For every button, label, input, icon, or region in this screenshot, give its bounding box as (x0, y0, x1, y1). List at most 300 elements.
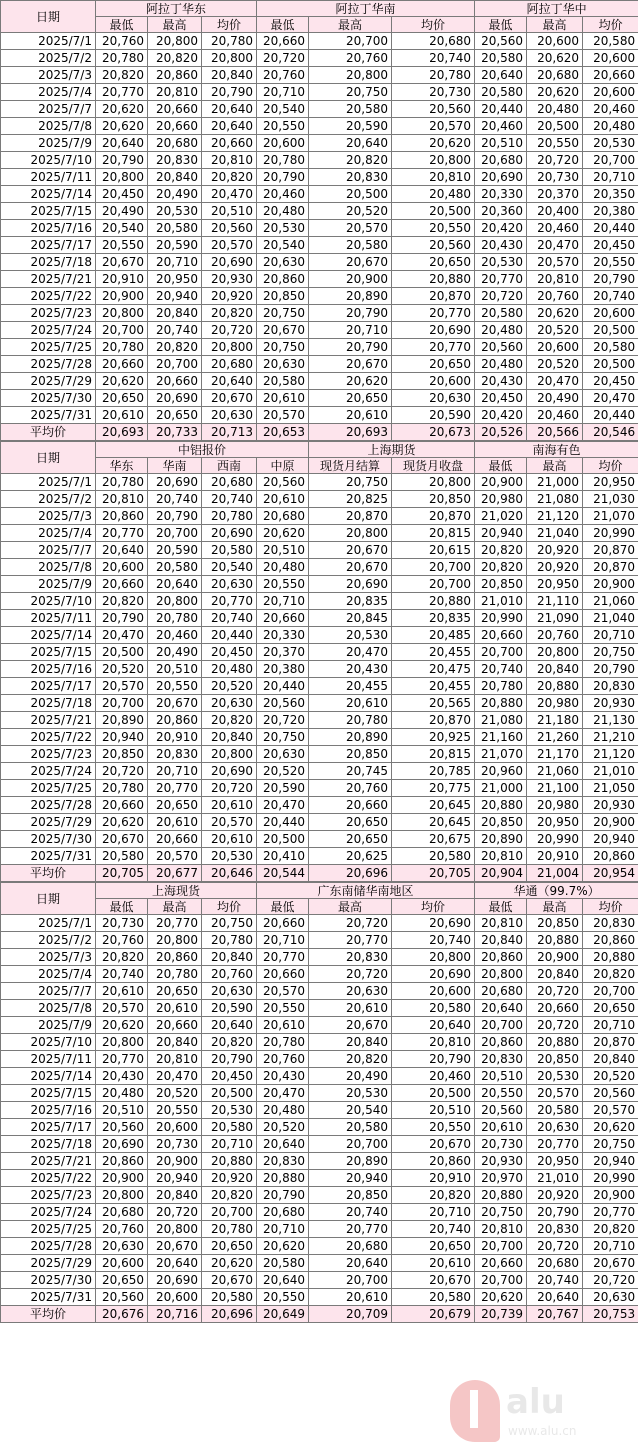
price-cell: 20,450 (475, 390, 527, 407)
price-cell: 20,870 (392, 508, 475, 525)
price-cell: 21,180 (527, 712, 583, 729)
average-label: 平均价 (1, 865, 96, 882)
price-cell: 20,650 (309, 390, 392, 407)
price-cell: 20,670 (257, 322, 309, 339)
price-cell: 20,900 (583, 814, 638, 831)
price-cell: 20,690 (148, 1272, 202, 1289)
price-cell: 20,480 (527, 101, 583, 118)
price-cell: 20,790 (202, 84, 257, 101)
price-cell: 20,640 (309, 135, 392, 152)
price-cell: 20,640 (96, 542, 148, 559)
price-cell: 20,490 (527, 390, 583, 407)
price-cell: 20,590 (148, 542, 202, 559)
price-cell: 20,500 (96, 644, 148, 661)
price-cell: 20,900 (475, 474, 527, 491)
date-column-header: 日期 (1, 883, 96, 915)
price-cell: 20,930 (202, 271, 257, 288)
price-cell: 20,850 (309, 746, 392, 763)
price-cell: 20,770 (475, 271, 527, 288)
price-cell: 20,645 (392, 814, 475, 831)
price-cell: 20,450 (202, 644, 257, 661)
price-cell: 20,580 (202, 542, 257, 559)
price-cell: 20,940 (148, 1170, 202, 1187)
table-row (1, 593, 638, 610)
price-cell: 20,660 (257, 33, 309, 50)
price-cell: 20,590 (202, 1000, 257, 1017)
price-cell: 20,770 (309, 932, 392, 949)
price-cell: 20,710 (583, 627, 638, 644)
price-cell: 20,830 (309, 949, 392, 966)
average-price-cell: 20,696 (202, 1306, 257, 1323)
average-price-cell: 20,646 (202, 865, 257, 882)
table-row (1, 780, 638, 797)
price-cell: 20,510 (257, 542, 309, 559)
price-cell: 20,700 (583, 152, 638, 169)
price-cell: 20,800 (96, 305, 148, 322)
price-cell: 20,940 (96, 729, 148, 746)
date-cell: 2025/7/8 (1, 1000, 96, 1017)
price-cell: 20,835 (309, 593, 392, 610)
price-cell: 20,470 (257, 797, 309, 814)
price-cell: 20,570 (96, 678, 148, 695)
price-cell: 20,520 (257, 763, 309, 780)
price-cell: 20,620 (392, 135, 475, 152)
price-cell: 20,550 (148, 1102, 202, 1119)
price-cell: 20,810 (527, 271, 583, 288)
price-cell: 20,480 (257, 1102, 309, 1119)
price-cell: 20,600 (527, 339, 583, 356)
price-cell: 20,580 (583, 33, 638, 50)
price-cell: 20,850 (96, 746, 148, 763)
price-cell: 20,580 (309, 101, 392, 118)
date-cell: 2025/7/16 (1, 661, 96, 678)
price-cell: 20,710 (257, 84, 309, 101)
price-cell: 20,750 (257, 339, 309, 356)
price-cell: 20,560 (475, 1102, 527, 1119)
price-cell: 20,550 (583, 254, 638, 271)
price-cell: 20,600 (96, 559, 148, 576)
price-cell: 20,580 (202, 1119, 257, 1136)
price-cell: 20,690 (96, 1136, 148, 1153)
price-cell: 20,550 (392, 220, 475, 237)
price-cell: 20,680 (527, 1255, 583, 1272)
price-cell: 20,820 (96, 593, 148, 610)
price-cell: 20,810 (392, 1034, 475, 1051)
price-cell: 20,990 (583, 525, 638, 542)
price-cell: 21,130 (583, 712, 638, 729)
price-cell: 20,750 (309, 84, 392, 101)
date-cell: 2025/7/11 (1, 1051, 96, 1068)
price-cell: 20,630 (202, 983, 257, 1000)
table-row (1, 627, 638, 644)
price-cell: 20,560 (202, 220, 257, 237)
price-cell: 20,670 (309, 559, 392, 576)
price-cell: 20,770 (96, 525, 148, 542)
price-cell: 20,980 (475, 491, 527, 508)
table-row (1, 84, 638, 101)
price-cell: 20,475 (392, 661, 475, 678)
price-cell: 20,810 (148, 84, 202, 101)
price-cell: 20,990 (527, 831, 583, 848)
table-row (1, 915, 638, 932)
price-cell: 20,880 (527, 932, 583, 949)
price-cell: 21,010 (583, 763, 638, 780)
price-cell: 20,770 (96, 1051, 148, 1068)
price-cell: 20,720 (527, 1017, 583, 1034)
price-cell: 20,490 (148, 186, 202, 203)
price-cell: 20,925 (392, 729, 475, 746)
price-cell: 20,720 (257, 712, 309, 729)
price-cell: 20,430 (309, 661, 392, 678)
price-cell: 20,520 (202, 678, 257, 695)
price-cell: 21,000 (475, 780, 527, 797)
table-row (1, 322, 638, 339)
price-cell: 20,840 (148, 305, 202, 322)
price-cell: 20,630 (202, 576, 257, 593)
price-cell: 20,450 (583, 373, 638, 390)
price-cell: 20,580 (392, 1000, 475, 1017)
price-cell: 20,810 (475, 1221, 527, 1238)
price-cell: 20,530 (202, 848, 257, 865)
price-cell: 20,950 (527, 814, 583, 831)
price-cell: 20,620 (96, 118, 148, 135)
price-cell: 20,680 (148, 135, 202, 152)
price-cell: 20,760 (309, 50, 392, 67)
price-cell: 20,630 (202, 695, 257, 712)
price-cell: 20,760 (96, 932, 148, 949)
price-cell: 20,700 (475, 1272, 527, 1289)
price-cell: 20,610 (96, 407, 148, 424)
price-cell: 20,455 (392, 644, 475, 661)
price-cell: 20,780 (202, 508, 257, 525)
price-cell: 20,510 (475, 135, 527, 152)
price-cell: 20,730 (527, 169, 583, 186)
price-cell: 20,880 (527, 1034, 583, 1051)
average-price-cell: 20,716 (148, 1306, 202, 1323)
price-cell: 20,750 (475, 1204, 527, 1221)
group-header-row (1, 1, 638, 17)
price-cell: 20,850 (527, 1051, 583, 1068)
price-cell: 20,370 (527, 186, 583, 203)
price-cell: 20,800 (96, 1034, 148, 1051)
price-cell: 20,490 (309, 1068, 392, 1085)
price-cell: 20,480 (257, 203, 309, 220)
price-cell: 20,440 (257, 678, 309, 695)
price-cell: 20,590 (392, 407, 475, 424)
date-cell: 2025/7/25 (1, 339, 96, 356)
average-price-cell: 20,733 (148, 424, 202, 441)
price-cell: 20,510 (96, 1102, 148, 1119)
date-cell: 2025/7/24 (1, 763, 96, 780)
price-cell: 20,540 (257, 237, 309, 254)
average-price-cell: 21,004 (527, 865, 583, 882)
price-cell: 20,670 (309, 254, 392, 271)
price-cell: 20,455 (309, 678, 392, 695)
table-row (1, 525, 638, 542)
price-cell: 20,860 (257, 271, 309, 288)
price-cell: 20,590 (148, 237, 202, 254)
table-row (1, 186, 638, 203)
price-cell: 20,890 (309, 729, 392, 746)
price-cell: 20,670 (583, 1255, 638, 1272)
price-cell: 20,780 (392, 67, 475, 84)
price-cell: 20,530 (309, 1085, 392, 1102)
date-cell: 2025/7/7 (1, 101, 96, 118)
column-header: 最低 (475, 899, 527, 915)
price-cell: 20,800 (148, 932, 202, 949)
table-row (1, 1272, 638, 1289)
price-cell: 20,720 (202, 780, 257, 797)
column-header: 最高 (527, 458, 583, 474)
price-cell: 20,560 (392, 237, 475, 254)
price-cell: 20,830 (527, 1221, 583, 1238)
price-cell: 20,520 (148, 1085, 202, 1102)
price-cell: 20,600 (148, 1119, 202, 1136)
price-cell: 20,690 (392, 915, 475, 932)
date-cell: 2025/7/23 (1, 746, 96, 763)
price-cell: 20,580 (392, 848, 475, 865)
price-cell: 20,740 (96, 966, 148, 983)
price-cell: 20,520 (527, 356, 583, 373)
subheader-row (1, 458, 638, 474)
group-header: 中铝报价 (96, 442, 309, 458)
date-cell: 2025/7/29 (1, 814, 96, 831)
price-cell: 20,700 (583, 983, 638, 1000)
price-cell: 20,790 (309, 305, 392, 322)
average-row (1, 424, 638, 441)
price-cell: 20,930 (583, 695, 638, 712)
price-cell: 20,630 (583, 1289, 638, 1306)
average-price-cell: 20,546 (583, 424, 638, 441)
watermark-brand: alu (506, 1382, 565, 1422)
price-cell: 20,400 (527, 203, 583, 220)
column-header: 最低 (475, 17, 527, 33)
price-cell: 20,750 (583, 644, 638, 661)
price-cell: 20,560 (96, 1289, 148, 1306)
price-cell: 20,480 (475, 322, 527, 339)
price-cell: 20,680 (527, 67, 583, 84)
price-cell: 20,660 (475, 1255, 527, 1272)
price-cell: 21,100 (527, 780, 583, 797)
price-cell: 20,820 (475, 542, 527, 559)
price-cell: 20,830 (148, 746, 202, 763)
price-cell: 21,120 (527, 508, 583, 525)
price-cell: 20,690 (202, 254, 257, 271)
price-cell: 20,350 (583, 186, 638, 203)
price-cell: 20,530 (309, 627, 392, 644)
price-cell: 20,680 (202, 356, 257, 373)
price-cell: 20,850 (309, 1187, 392, 1204)
table-row (1, 50, 638, 67)
date-cell: 2025/7/18 (1, 1136, 96, 1153)
price-cell: 20,700 (148, 356, 202, 373)
price-cell: 20,640 (527, 1289, 583, 1306)
price-cell: 20,660 (257, 915, 309, 932)
price-cell: 20,745 (309, 763, 392, 780)
price-cell: 20,860 (148, 949, 202, 966)
price-cell: 20,580 (309, 1119, 392, 1136)
price-cell: 20,470 (583, 390, 638, 407)
date-cell: 2025/7/31 (1, 848, 96, 865)
date-cell: 2025/7/2 (1, 50, 96, 67)
date-cell: 2025/7/29 (1, 1255, 96, 1272)
price-cell: 20,690 (148, 390, 202, 407)
price-cell: 20,570 (202, 237, 257, 254)
average-price-cell: 20,713 (202, 424, 257, 441)
price-cell: 20,830 (475, 1051, 527, 1068)
price-cell: 20,630 (257, 254, 309, 271)
column-header: 最高 (309, 899, 392, 915)
price-cell: 20,740 (392, 932, 475, 949)
table-row (1, 831, 638, 848)
price-cell: 20,830 (583, 678, 638, 695)
price-cell: 20,610 (96, 983, 148, 1000)
price-cell: 20,615 (392, 542, 475, 559)
price-cell: 20,500 (392, 1085, 475, 1102)
price-cell: 20,825 (309, 491, 392, 508)
price-cell: 20,580 (475, 84, 527, 101)
price-cell: 20,820 (309, 1051, 392, 1068)
price-cell: 20,760 (96, 1221, 148, 1238)
price-cell: 20,840 (309, 1034, 392, 1051)
price-cell: 20,920 (202, 288, 257, 305)
price-cell: 20,530 (257, 220, 309, 237)
price-cell: 20,570 (392, 118, 475, 135)
price-cell: 20,540 (309, 1102, 392, 1119)
average-price-cell: 20,705 (392, 865, 475, 882)
price-cell: 20,820 (202, 1034, 257, 1051)
price-cell: 20,930 (475, 1153, 527, 1170)
table-row (1, 746, 638, 763)
price-cell: 20,560 (392, 101, 475, 118)
price-cell: 20,880 (583, 949, 638, 966)
table-row (1, 644, 638, 661)
average-price-cell: 20,709 (309, 1306, 392, 1323)
price-cell: 20,680 (257, 1204, 309, 1221)
table-row (1, 695, 638, 712)
price-cell: 20,690 (148, 474, 202, 491)
price-cell: 20,840 (527, 661, 583, 678)
price-cell: 20,580 (309, 237, 392, 254)
column-header: 最低 (96, 899, 148, 915)
price-cell: 20,640 (202, 118, 257, 135)
price-cell: 20,540 (96, 220, 148, 237)
table-row (1, 678, 638, 695)
table-row (1, 152, 638, 169)
price-cell: 20,580 (527, 1102, 583, 1119)
date-cell: 2025/7/22 (1, 288, 96, 305)
price-cell: 20,470 (257, 1085, 309, 1102)
price-cell: 20,480 (475, 356, 527, 373)
subheader-row (1, 899, 638, 915)
price-cell: 20,610 (309, 1000, 392, 1017)
price-cell: 20,740 (392, 1221, 475, 1238)
price-cell: 21,010 (527, 1170, 583, 1187)
price-cell: 20,900 (527, 949, 583, 966)
price-cell: 20,430 (475, 373, 527, 390)
price-cell: 20,820 (96, 67, 148, 84)
table-row (1, 305, 638, 322)
price-cell: 20,800 (148, 33, 202, 50)
table-row (1, 932, 638, 949)
price-cell: 20,700 (96, 695, 148, 712)
price-cell: 20,700 (475, 1238, 527, 1255)
price-cell: 20,800 (392, 474, 475, 491)
price-cell: 20,840 (202, 949, 257, 966)
price-cell: 20,760 (527, 627, 583, 644)
price-cell: 21,000 (527, 474, 583, 491)
price-cell: 20,570 (202, 814, 257, 831)
price-cell: 20,740 (583, 288, 638, 305)
price-cell: 20,640 (475, 1000, 527, 1017)
price-cell: 20,480 (392, 186, 475, 203)
price-cell: 20,800 (96, 1187, 148, 1204)
price-cell: 20,780 (202, 33, 257, 50)
price-cell: 20,660 (148, 118, 202, 135)
price-cell: 20,620 (96, 101, 148, 118)
price-cell: 20,780 (148, 966, 202, 983)
price-cell: 20,640 (257, 1272, 309, 1289)
price-cell: 20,740 (148, 322, 202, 339)
table-row (1, 1034, 638, 1051)
price-cell: 20,610 (202, 831, 257, 848)
price-cell: 20,640 (148, 1255, 202, 1272)
price-cell: 20,800 (202, 746, 257, 763)
price-cell: 20,720 (202, 322, 257, 339)
table-row (1, 390, 638, 407)
price-cell: 20,550 (392, 1119, 475, 1136)
date-cell: 2025/7/24 (1, 322, 96, 339)
table-row (1, 271, 638, 288)
price-cell: 20,410 (257, 848, 309, 865)
price-cell: 20,710 (392, 1204, 475, 1221)
date-cell: 2025/7/23 (1, 1187, 96, 1204)
price-cell: 20,440 (257, 814, 309, 831)
price-cell: 20,860 (96, 508, 148, 525)
price-cell: 20,790 (392, 1051, 475, 1068)
table-row (1, 729, 638, 746)
average-price-cell: 20,679 (392, 1306, 475, 1323)
price-cell: 20,470 (527, 373, 583, 390)
price-cell: 20,840 (475, 932, 527, 949)
date-cell: 2025/7/2 (1, 491, 96, 508)
table-row (1, 1051, 638, 1068)
price-cell: 21,030 (583, 491, 638, 508)
price-cell: 20,480 (583, 118, 638, 135)
table-row (1, 1221, 638, 1238)
price-cell: 20,810 (475, 915, 527, 932)
table-row (1, 983, 638, 1000)
price-cell: 20,840 (202, 729, 257, 746)
price-cell: 20,815 (392, 525, 475, 542)
price-cell: 20,360 (475, 203, 527, 220)
price-cell: 20,620 (257, 1238, 309, 1255)
price-cell: 20,540 (202, 559, 257, 576)
price-cell: 20,570 (96, 1000, 148, 1017)
price-cell: 20,790 (148, 508, 202, 525)
price-cell: 20,690 (475, 169, 527, 186)
price-cell: 20,440 (475, 101, 527, 118)
price-cell: 20,790 (309, 339, 392, 356)
average-label: 平均价 (1, 424, 96, 441)
date-cell: 2025/7/18 (1, 695, 96, 712)
price-cell: 20,920 (527, 1187, 583, 1204)
group-header-row (1, 883, 638, 899)
price-cell: 20,940 (148, 288, 202, 305)
price-cell: 20,870 (583, 1034, 638, 1051)
price-cell: 20,580 (583, 339, 638, 356)
price-cell: 20,860 (96, 1153, 148, 1170)
